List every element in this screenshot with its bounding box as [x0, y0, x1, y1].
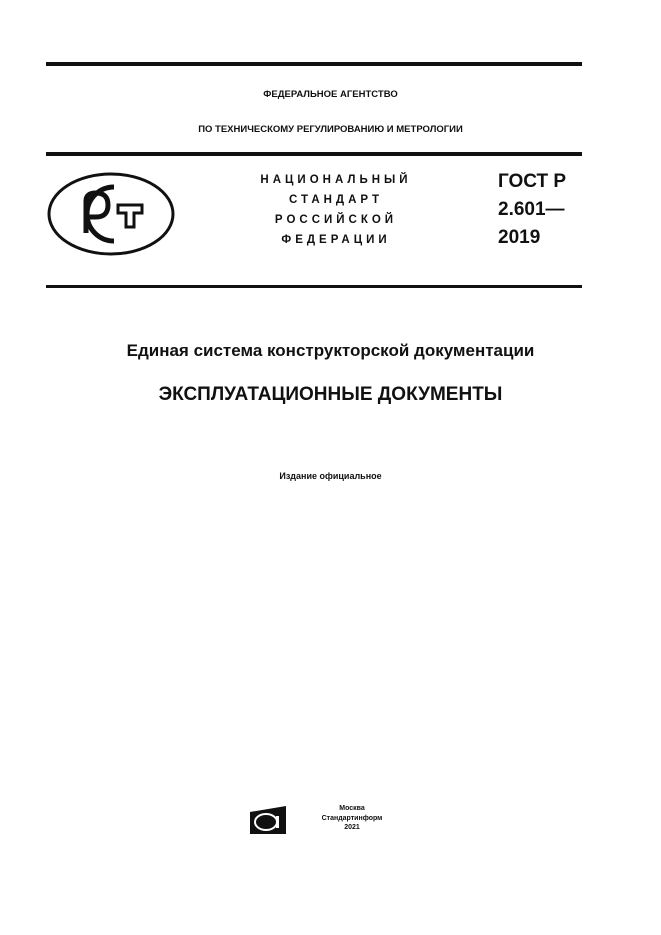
edition-label: Издание официальное: [279, 471, 382, 481]
designation-line: ГОСТ Р: [498, 171, 567, 192]
designation-line: 2.601—: [498, 199, 565, 220]
top-rule: [46, 62, 582, 66]
publisher-logo-icon: [248, 804, 288, 836]
bottom-header-rule: [46, 285, 582, 288]
standard-type: [236, 170, 436, 250]
designation-line: 2019: [498, 227, 541, 248]
standard-type-line: НАЦИОНАЛЬНЫЙ: [260, 174, 412, 186]
publisher-year: 2021: [344, 824, 360, 831]
publisher-block: [312, 804, 392, 833]
designation: [498, 168, 566, 252]
standard-type-line: РОССИЙСКОЙ: [274, 214, 398, 226]
system-title: Единая система конструкторской документации: [126, 341, 535, 360]
standard-type-line: СТАНДАРТ: [289, 194, 383, 206]
publisher-city: Москва: [339, 805, 365, 812]
rst-logo-icon: [46, 171, 176, 257]
publisher-name: Стандартинформ: [321, 814, 383, 822]
header-rule: [46, 152, 582, 156]
agency-line-1: ФЕДЕРАЛЬНОЕ АГЕНТСТВО: [263, 89, 398, 100]
document-title: ЭКСПЛУАТАЦИОННЫЕ ДОКУМЕНТЫ: [158, 384, 503, 405]
standard-type-line: ФЕДЕРАЦИИ: [281, 234, 391, 246]
agency-line-2: ПО ТЕХНИЧЕСКОМУ РЕГУЛИРОВАНИЮ И МЕТРОЛОГИИ: [198, 124, 463, 135]
